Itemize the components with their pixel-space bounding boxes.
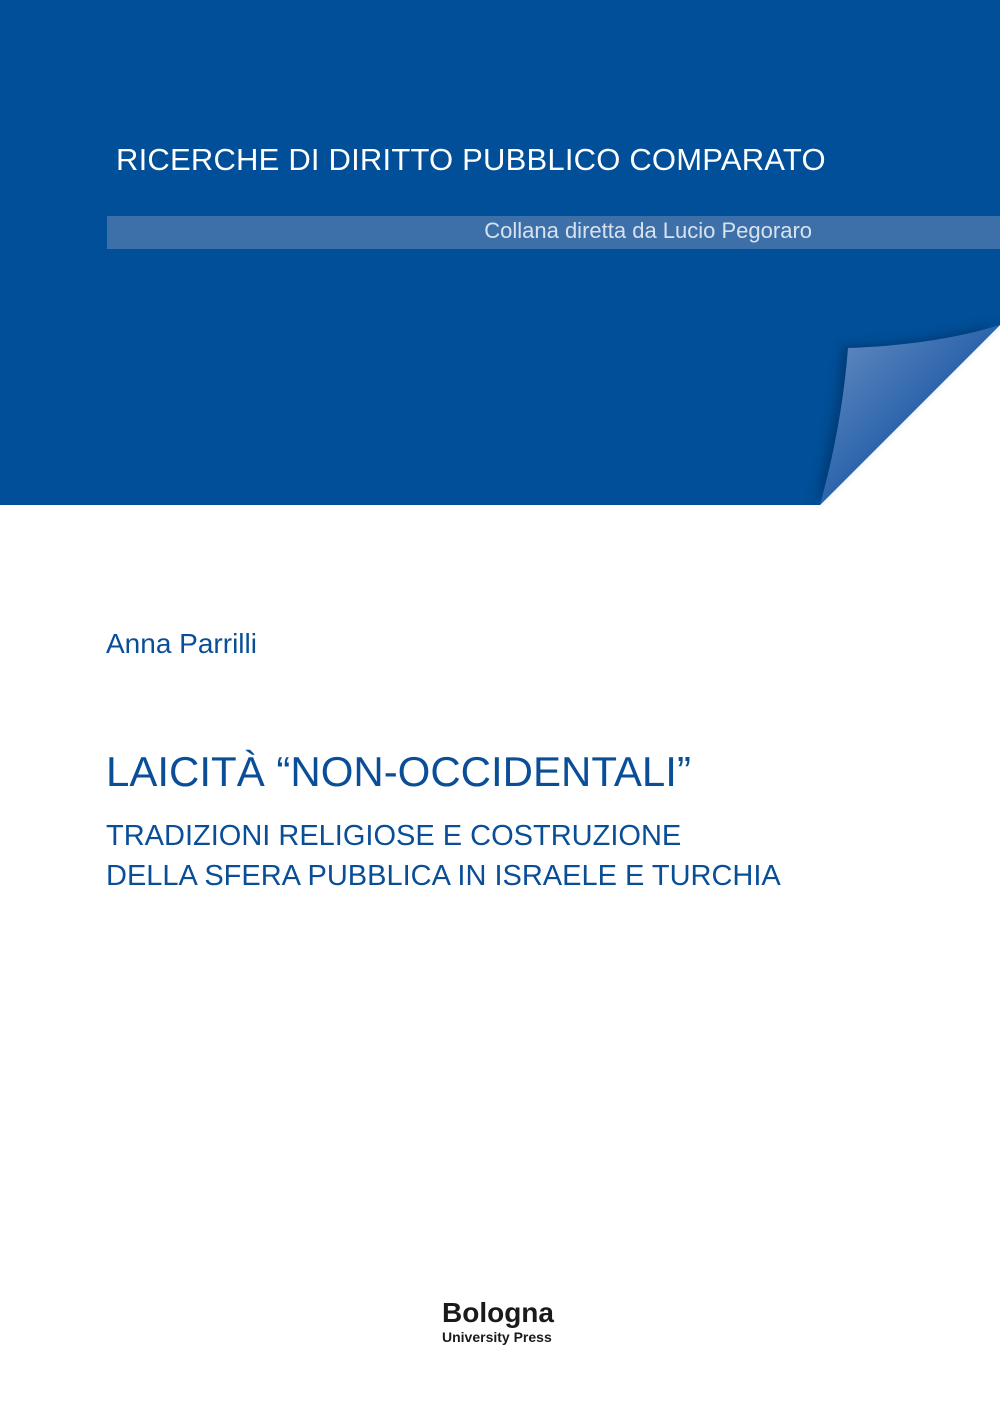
subtitle-line: TRADIZIONI RELIGIOSE E COSTRUZIONE bbox=[106, 820, 682, 852]
book-subtitle bbox=[106, 816, 781, 896]
cover-header-background bbox=[0, 0, 1000, 520]
series-title: RICERCHE DI DIRITTO PUBBLICO COMPARATO bbox=[116, 142, 826, 177]
series-editor: Collana diretta da Lucio Pegoraro bbox=[484, 218, 812, 243]
publisher-name: Bologna bbox=[442, 1297, 554, 1328]
publisher-logo bbox=[442, 1298, 554, 1346]
publisher-subname: University Press bbox=[442, 1329, 552, 1345]
subtitle-line: DELLA SFERA PUBBLICA IN ISRAELE E TURCHIA bbox=[106, 860, 781, 892]
book-title: LAICITÀ “NON-OCCIDENTALI” bbox=[106, 748, 691, 795]
author-name: Anna Parrilli bbox=[106, 628, 257, 659]
